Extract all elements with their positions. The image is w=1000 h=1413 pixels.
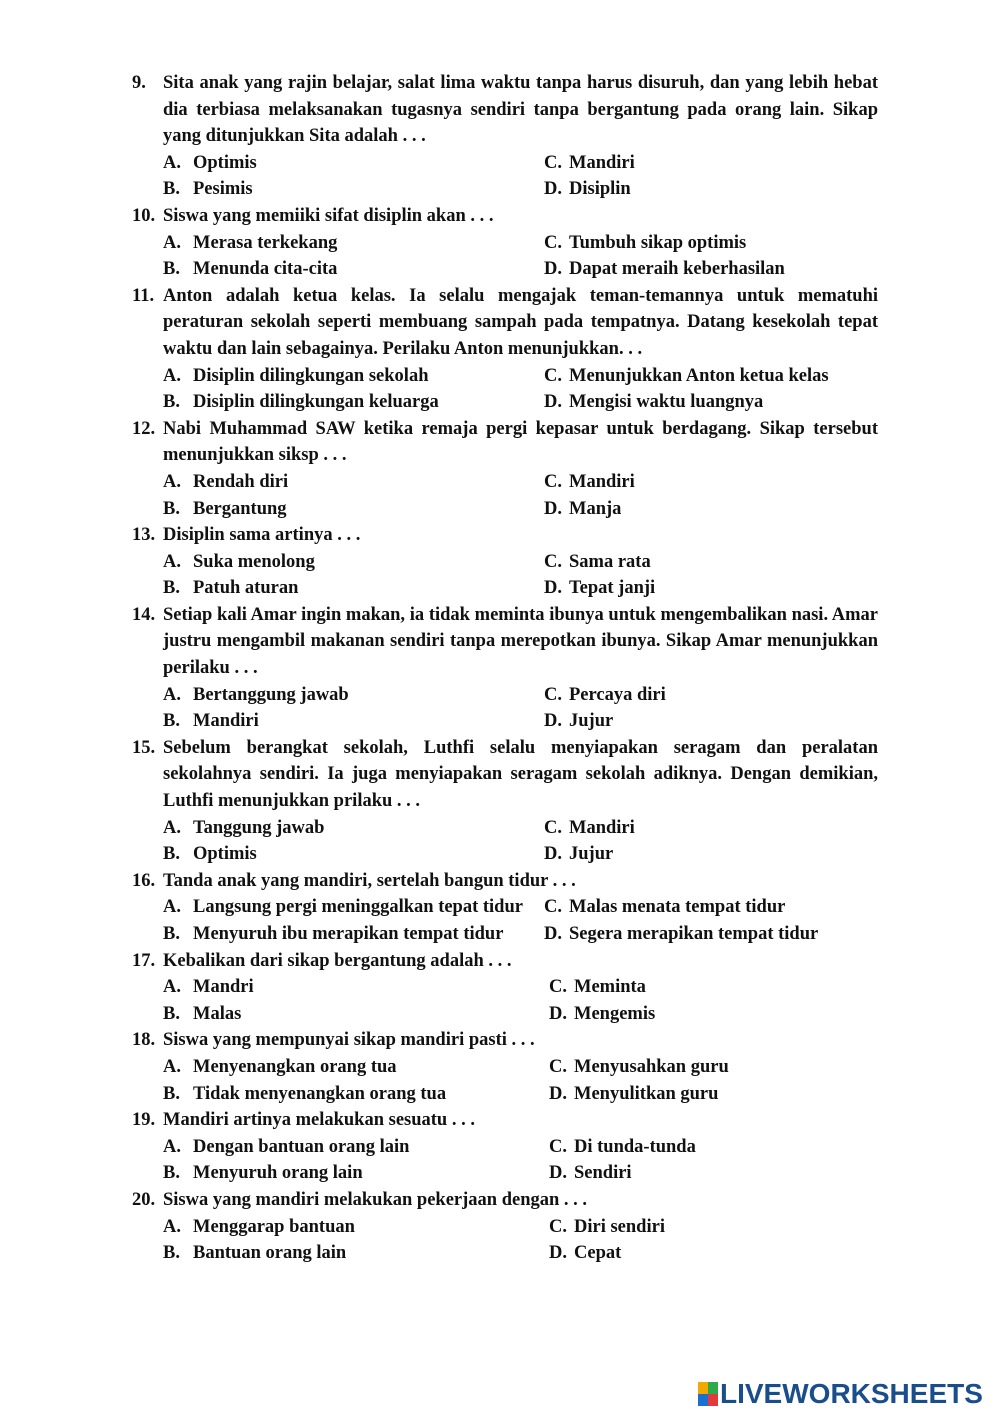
- option-row: [0, 389, 1000, 416]
- answer-option: [163, 363, 428, 390]
- answer-option: [544, 708, 613, 735]
- option-letter: B.: [163, 392, 180, 413]
- option-letter: B.: [163, 1163, 180, 1184]
- answer-option: [544, 256, 785, 283]
- option-text: Disiplin dilingkungan sekolah: [193, 365, 429, 386]
- answer-option: [163, 230, 337, 257]
- answer-option: [163, 682, 349, 709]
- question-header: [0, 416, 1000, 469]
- option-letter: C.: [544, 232, 562, 253]
- option-letter: A.: [163, 1056, 181, 1077]
- option-text: Menunda cita-cita: [193, 259, 338, 280]
- question-item: [0, 1107, 1000, 1187]
- option-text: Disiplin dilingkungan keluarga: [193, 392, 439, 413]
- option-letter: A.: [163, 365, 181, 386]
- option-text: Meminta: [574, 977, 646, 998]
- option-letter: C.: [544, 817, 562, 838]
- option-row: [0, 150, 1000, 177]
- option-text: Jujur: [569, 844, 614, 865]
- option-row: [0, 894, 1000, 921]
- option-text: Bergantung: [193, 498, 287, 519]
- question-text: Anton adalah ketua kelas. Ia selalu mengajak teman-temannya untuk mematuhi peraturan sekolah seperti membuang sampah pada tempatnya. Datang kesekolah tepat waktu dan lain sebagainya. Perilaku Anton menunjukkan. . .: [163, 285, 878, 359]
- answer-option: [163, 496, 287, 523]
- option-letter: C.: [549, 1136, 567, 1157]
- option-row: [0, 256, 1000, 283]
- logo-square-4: [708, 1394, 718, 1406]
- option-text: Menyusahkan guru: [574, 1056, 729, 1077]
- option-letter: B.: [163, 924, 180, 944]
- option-text: Di tunda-tunda: [574, 1136, 696, 1157]
- question-list: [0, 70, 1000, 1267]
- answer-option: [163, 841, 257, 868]
- option-text: Optimis: [193, 152, 257, 173]
- option-row: [0, 496, 1000, 523]
- option-letter: D.: [544, 179, 562, 200]
- question-number: 17.: [132, 950, 156, 971]
- answer-option: [549, 1160, 632, 1187]
- question-number: 15.: [132, 737, 156, 758]
- question-header: [0, 1187, 1000, 1214]
- question-number: 10.: [132, 205, 156, 226]
- option-text: Sama rata: [569, 551, 651, 572]
- option-letter: B.: [163, 259, 180, 280]
- question-text: Siswa yang memiiki sifat disiplin akan . . .: [163, 205, 494, 226]
- answer-option: [163, 974, 254, 1001]
- option-letter: B.: [163, 498, 180, 519]
- answer-option: [544, 176, 631, 203]
- option-row: [0, 841, 1000, 868]
- question-item: [0, 948, 1000, 1028]
- option-letter: D.: [549, 1163, 567, 1184]
- option-text: Tidak menyenangkan orang tua: [193, 1083, 447, 1104]
- option-row: [0, 363, 1000, 390]
- option-letter: B.: [163, 844, 180, 865]
- liveworksheets-logo: [698, 1378, 983, 1410]
- answer-option: [549, 1134, 696, 1161]
- option-letter: C.: [549, 1056, 567, 1077]
- answer-option: [544, 150, 635, 177]
- option-letter: A.: [163, 684, 181, 705]
- answer-option: [549, 974, 646, 1001]
- option-row: [0, 549, 1000, 576]
- answer-option: [163, 1240, 346, 1267]
- option-text: Suka menolong: [193, 551, 315, 572]
- option-row: [0, 1214, 1000, 1241]
- option-text: Menggarap bantuan: [193, 1216, 355, 1237]
- option-text: Langsung pergi meninggalkan tepat tidur: [193, 897, 523, 918]
- question-item: [0, 203, 1000, 283]
- question-number: 13.: [132, 525, 156, 546]
- option-letter: D.: [544, 578, 562, 599]
- logo-square-1: [698, 1382, 708, 1394]
- option-row: [0, 176, 1000, 203]
- option-text: Optimis: [193, 844, 257, 865]
- question-item: [0, 416, 1000, 522]
- option-letter: B.: [163, 1243, 180, 1264]
- question-item: [0, 70, 1000, 203]
- option-row: [0, 1081, 1000, 1108]
- option-text: Mandri: [193, 977, 254, 998]
- question-number: 11.: [132, 285, 155, 306]
- option-letter: A.: [163, 1136, 181, 1157]
- option-text: Sendiri: [574, 1163, 632, 1184]
- option-text: Merasa terkekang: [193, 232, 338, 253]
- option-letter: D.: [544, 844, 562, 865]
- answer-option: [549, 1214, 665, 1241]
- answer-option: [163, 575, 298, 602]
- option-row: [0, 815, 1000, 842]
- question-text: Sebelum berangkat sekolah, Luthfi selalu menyiapakan seragam dan peralatan sekolahnya sendiri. Ia juga menyiapakan seragam sekolah adiknya. Dengan demikian, Luthfi menunjukkan prilaku . . .: [163, 737, 878, 812]
- option-text: Mandiri: [569, 817, 635, 838]
- option-letter: C.: [544, 152, 562, 173]
- answer-option: [544, 575, 655, 602]
- answer-option: [544, 389, 763, 416]
- question-item: [0, 735, 1000, 868]
- option-text: Mengemis: [574, 1003, 656, 1024]
- option-text: Cepat: [574, 1243, 622, 1264]
- option-text: Percaya diri: [569, 684, 666, 705]
- option-row: [0, 708, 1000, 735]
- option-letter: A.: [163, 551, 181, 572]
- option-letter: D.: [544, 711, 562, 732]
- option-letter: B.: [163, 179, 180, 200]
- answer-option: [163, 1134, 409, 1161]
- answer-option: [549, 1054, 729, 1081]
- question-header: [0, 868, 1000, 895]
- answer-option: [544, 469, 635, 496]
- answer-option: [544, 496, 621, 523]
- option-letter: D.: [549, 1083, 567, 1104]
- question-text: Mandiri artinya melakukan sesuatu . . .: [163, 1110, 475, 1131]
- question-text: Siswa yang mempunyai sikap mandiri pasti . . .: [163, 1030, 535, 1051]
- question-number: 14.: [132, 604, 156, 625]
- answer-option: [544, 815, 635, 842]
- option-letter: D.: [544, 498, 562, 519]
- option-row: [0, 230, 1000, 257]
- option-letter: C.: [544, 365, 562, 386]
- option-text: Mandiri: [569, 471, 635, 492]
- option-text: Bertanggung jawab: [193, 684, 349, 705]
- option-letter: A.: [163, 897, 181, 918]
- option-text: Jujur: [569, 711, 614, 732]
- answer-option: [544, 682, 666, 709]
- option-letter: C.: [544, 897, 562, 918]
- logo-text: LIVEWORKSHEETS: [720, 1378, 983, 1409]
- option-text: Malas: [193, 1003, 242, 1024]
- answer-option: [163, 1160, 363, 1187]
- option-letter: A.: [163, 817, 181, 838]
- question-number: 9.: [132, 73, 146, 93]
- question-text: Kebalikan dari sikap bergantung adalah . . .: [163, 950, 512, 971]
- option-row: [0, 575, 1000, 602]
- answer-option: [549, 1240, 621, 1267]
- logo-square-2: [708, 1382, 718, 1394]
- option-letter: D.: [549, 1243, 567, 1264]
- option-row: [0, 921, 1000, 948]
- option-text: Mandiri: [569, 152, 635, 173]
- option-letter: D.: [544, 392, 562, 413]
- option-text: Manja: [569, 498, 622, 519]
- question-number: 12.: [132, 418, 156, 439]
- question-number: 16.: [132, 870, 156, 891]
- answer-option: [544, 841, 613, 868]
- question-header: [0, 735, 1000, 815]
- answer-option: [544, 894, 785, 921]
- question-text: Siswa yang mandiri melakukan pekerjaan dengan . . .: [163, 1189, 588, 1210]
- question-item: [0, 1187, 1000, 1267]
- answer-option: [163, 549, 315, 576]
- option-text: Mengisi waktu luangnya: [569, 392, 764, 413]
- question-header: [0, 70, 1000, 150]
- answer-option: [544, 363, 829, 390]
- question-item: [0, 1027, 1000, 1107]
- option-text: Dapat meraih keberhasilan: [569, 259, 785, 280]
- option-row: [0, 974, 1000, 1001]
- option-text: Menyuruh orang lain: [193, 1163, 363, 1184]
- answer-option: [163, 469, 288, 496]
- answer-option: [163, 815, 324, 842]
- liveworksheets-logo-icon: [698, 1382, 718, 1406]
- option-text: Tepat janji: [569, 578, 656, 599]
- question-header: [0, 203, 1000, 230]
- answer-option: [163, 1081, 446, 1108]
- question-header: [0, 283, 1000, 363]
- answer-option: [163, 894, 523, 921]
- answer-option: [549, 1001, 655, 1028]
- option-letter: A.: [163, 152, 181, 173]
- question-item: [0, 283, 1000, 416]
- option-text: Patuh aturan: [193, 578, 299, 599]
- answer-option: [163, 150, 257, 177]
- answer-option: [163, 176, 253, 203]
- answer-option: [544, 921, 818, 948]
- option-row: [0, 1054, 1000, 1081]
- question-item: [0, 602, 1000, 735]
- option-row: [0, 1240, 1000, 1267]
- option-text: Disiplin: [569, 179, 631, 200]
- answer-option: [163, 389, 439, 416]
- question-text: Setiap kali Amar ingin makan, ia tidak meminta ibunya untuk mengembalikan nasi. Amar justru mengambil makanan sendiri tanpa merepotkan ibunya. Sikap Amar menunjukkan perilaku . . .: [163, 604, 878, 679]
- option-letter: B.: [163, 1083, 180, 1104]
- option-row: [0, 1134, 1000, 1161]
- answer-option: [163, 1214, 355, 1241]
- option-text: Menunjukkan Anton ketua kelas: [569, 365, 829, 386]
- option-letter: B.: [163, 1003, 180, 1024]
- option-letter: C.: [549, 977, 567, 998]
- option-letter: B.: [163, 578, 180, 599]
- question-number: 20.: [132, 1189, 156, 1210]
- option-row: [0, 682, 1000, 709]
- answer-option: [163, 1001, 241, 1028]
- option-letter: B.: [163, 711, 180, 732]
- option-text: Rendah diri: [193, 471, 289, 492]
- question-number: 19.: [132, 1110, 156, 1131]
- question-header: [0, 602, 1000, 682]
- answer-option: [163, 256, 337, 283]
- option-letter: C.: [544, 551, 562, 572]
- logo-square-3: [698, 1394, 708, 1406]
- option-text: Bantuan orang lain: [193, 1243, 347, 1264]
- answer-option: [163, 708, 259, 735]
- option-letter: C.: [544, 471, 562, 492]
- answer-option: [544, 549, 651, 576]
- option-letter: D.: [544, 924, 562, 944]
- option-letter: A.: [163, 1216, 181, 1237]
- question-header: [0, 522, 1000, 549]
- question-header: [0, 1027, 1000, 1054]
- option-text: Dengan bantuan orang lain: [193, 1136, 410, 1157]
- option-letter: A.: [163, 232, 181, 253]
- question-header: [0, 1107, 1000, 1134]
- option-text: Menyulitkan guru: [574, 1083, 719, 1104]
- option-text: Pesimis: [193, 179, 253, 200]
- question-text: Disiplin sama artinya . . .: [163, 525, 361, 546]
- option-letter: C.: [544, 684, 562, 705]
- option-letter: D.: [544, 259, 562, 280]
- option-text: Diri sendiri: [574, 1216, 665, 1237]
- answer-option: [163, 1054, 397, 1081]
- answer-option: [549, 1081, 718, 1108]
- answer-option: [163, 921, 503, 948]
- option-text: Menyuruh ibu merapikan tempat tidur: [193, 924, 504, 944]
- question-text: Tanda anak yang mandiri, sertelah bangun tidur . . .: [163, 870, 576, 891]
- question-number: 18.: [132, 1030, 156, 1051]
- question-header: [0, 948, 1000, 975]
- option-row: [0, 469, 1000, 496]
- question-text: Sita anak yang rajin belajar, salat lima waktu tanpa harus disuruh, dan yang lebih hebat dia terbiasa melaksanakan tugasnya sendiri tanpa bergantung pada orang lain. Sikap yang ditunjukkan Sita adalah . . .: [163, 73, 878, 147]
- question-item: [0, 868, 1000, 948]
- option-letter: C.: [549, 1216, 567, 1237]
- question-item: [0, 522, 1000, 602]
- option-letter: A.: [163, 471, 181, 492]
- answer-option: [544, 230, 746, 257]
- option-text: Menyenangkan orang tua: [193, 1056, 397, 1077]
- option-text: Tumbuh sikap optimis: [569, 232, 747, 253]
- option-row: [0, 1001, 1000, 1028]
- option-text: Malas menata tempat tidur: [569, 897, 786, 918]
- option-letter: D.: [549, 1003, 567, 1024]
- option-letter: A.: [163, 977, 181, 998]
- question-text: Nabi Muhammad SAW ketika remaja pergi kepasar untuk berdagang. Sikap tersebut menunjukkan siksp . . .: [163, 418, 878, 466]
- option-text: Segera merapikan tempat tidur: [569, 924, 819, 944]
- option-row: [0, 1160, 1000, 1187]
- option-text: Mandiri: [193, 711, 259, 732]
- option-text: Tanggung jawab: [193, 817, 325, 838]
